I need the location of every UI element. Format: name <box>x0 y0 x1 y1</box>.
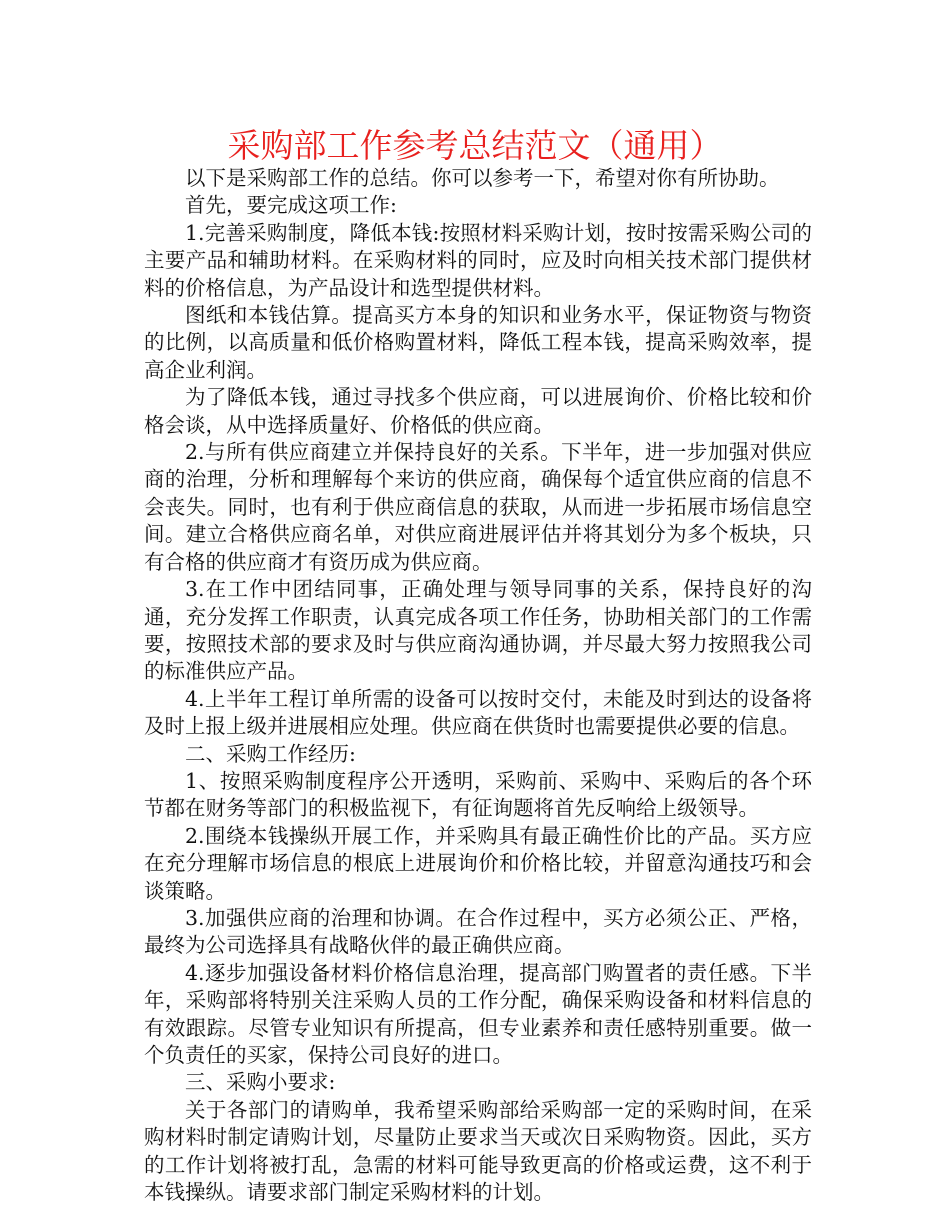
paragraph-item-4: 4.上半年工程订单所需的设备可以按时交付，未能及时到达的设备将及时上报上级并进展相应处理。供应商在供货时也需要提供必要的信息。 <box>144 686 812 739</box>
paragraph-first-task: 首先，要完成这项工作: <box>185 193 397 218</box>
section-heading-2: 二、采购工作经历: <box>185 741 356 766</box>
section-heading-3: 三、采购小要求: <box>185 1070 336 1095</box>
document-body <box>144 165 812 1206</box>
paragraph-experience-3: 3.加强供应商的治理和协调。在合作过程中，买方必须公正、严格，最终为公司选择具有战略伙伴的最正确供应商。 <box>144 905 812 958</box>
paragraph-item-1: 1.完善采购制度，降低本钱:按照材料采购计划，按时按需采购公司的主要产品和辅助材料。在采购材料的同时，应及时向相关技术部门提供材料的价格信息，为产品设计和选型提供材料。 <box>144 220 812 300</box>
document-title: 采购部工作参考总结范文（通用） <box>227 126 723 165</box>
paragraph-intro: 以下是采购部工作的总结。你可以参考一下，希望对你有所协助。 <box>185 166 780 190</box>
paragraph-experience-2: 2.围绕本钱操纵开展工作，并采购具有最正确性价比的产品。买方应在充分理解市场信息的根底上进展询价和价格比较，并留意沟通技巧和会谈策略。 <box>144 823 812 903</box>
paragraph-cost-estimate: 图纸和本钱估算。提高买方本身的知识和业务水平，保证物资与物资的比例，以高质量和低价格购置材料，降低工程本钱，提高采购效率，提高企业利润。 <box>144 303 812 382</box>
paragraph-requirements: 关于各部门的请购单，我希望采购部给采购部一定的采购时间，在采购材料时制定请购计划，尽量防止要求当天或次日采购物资。因此，买方的工作计划将被打乱，急需的材料可能导致更高的价格或运费，这不利于本钱操纵。请要求部门制定采购材料的计划。 <box>144 1097 812 1205</box>
paragraph-experience-1: 1、按照采购制度程序公开透明，采购前、采购中、采购后的各个环节都在财务等部门的积极监视下，有征询题将首先反响给上级领导。 <box>144 768 812 821</box>
paragraph-item-3: 3.在工作中团结同事，正确处理与领导同事的关系，保持良好的沟通，充分发挥工作职责，认真完成各项工作任务，协助相关部门的工作需要，按照技术部的要求及时与供应商沟通协调，并尽最大努力按照我公司的标准供应产品。 <box>144 577 812 684</box>
paragraph-experience-4: 4.逐步加强设备材料价格信息治理，提高部门购置者的责任感。下半年，采购部将特别关注采购人员的工作分配，确保采购设备和材料信息的有效跟踪。尽管专业知识有所提高，但专业素养和责任感特别重要。做一个负责任的买家，保持公司良好的进口。 <box>144 960 812 1067</box>
paragraph-item-2: 2.与所有供应商建立并保持良好的关系。下半年，进一步加强对供应商的治理，分析和理解每个来访的供应商，确保每个适宜供应商的信息不会丧失。同时，也有利于供应商信息的获取，从而进一步拓展市场信息空间。建立合格供应商名单，对供应商进展评估并将其划分为多个板块，只有合格的供应商才有资历成为供应商。 <box>144 440 812 574</box>
paragraph-reduce-cost: 为了降低本钱，通过寻找多个供应商，可以进展询价、价格比较和价格会谈，从中选择质量好、价格低的供应商。 <box>144 385 812 437</box>
